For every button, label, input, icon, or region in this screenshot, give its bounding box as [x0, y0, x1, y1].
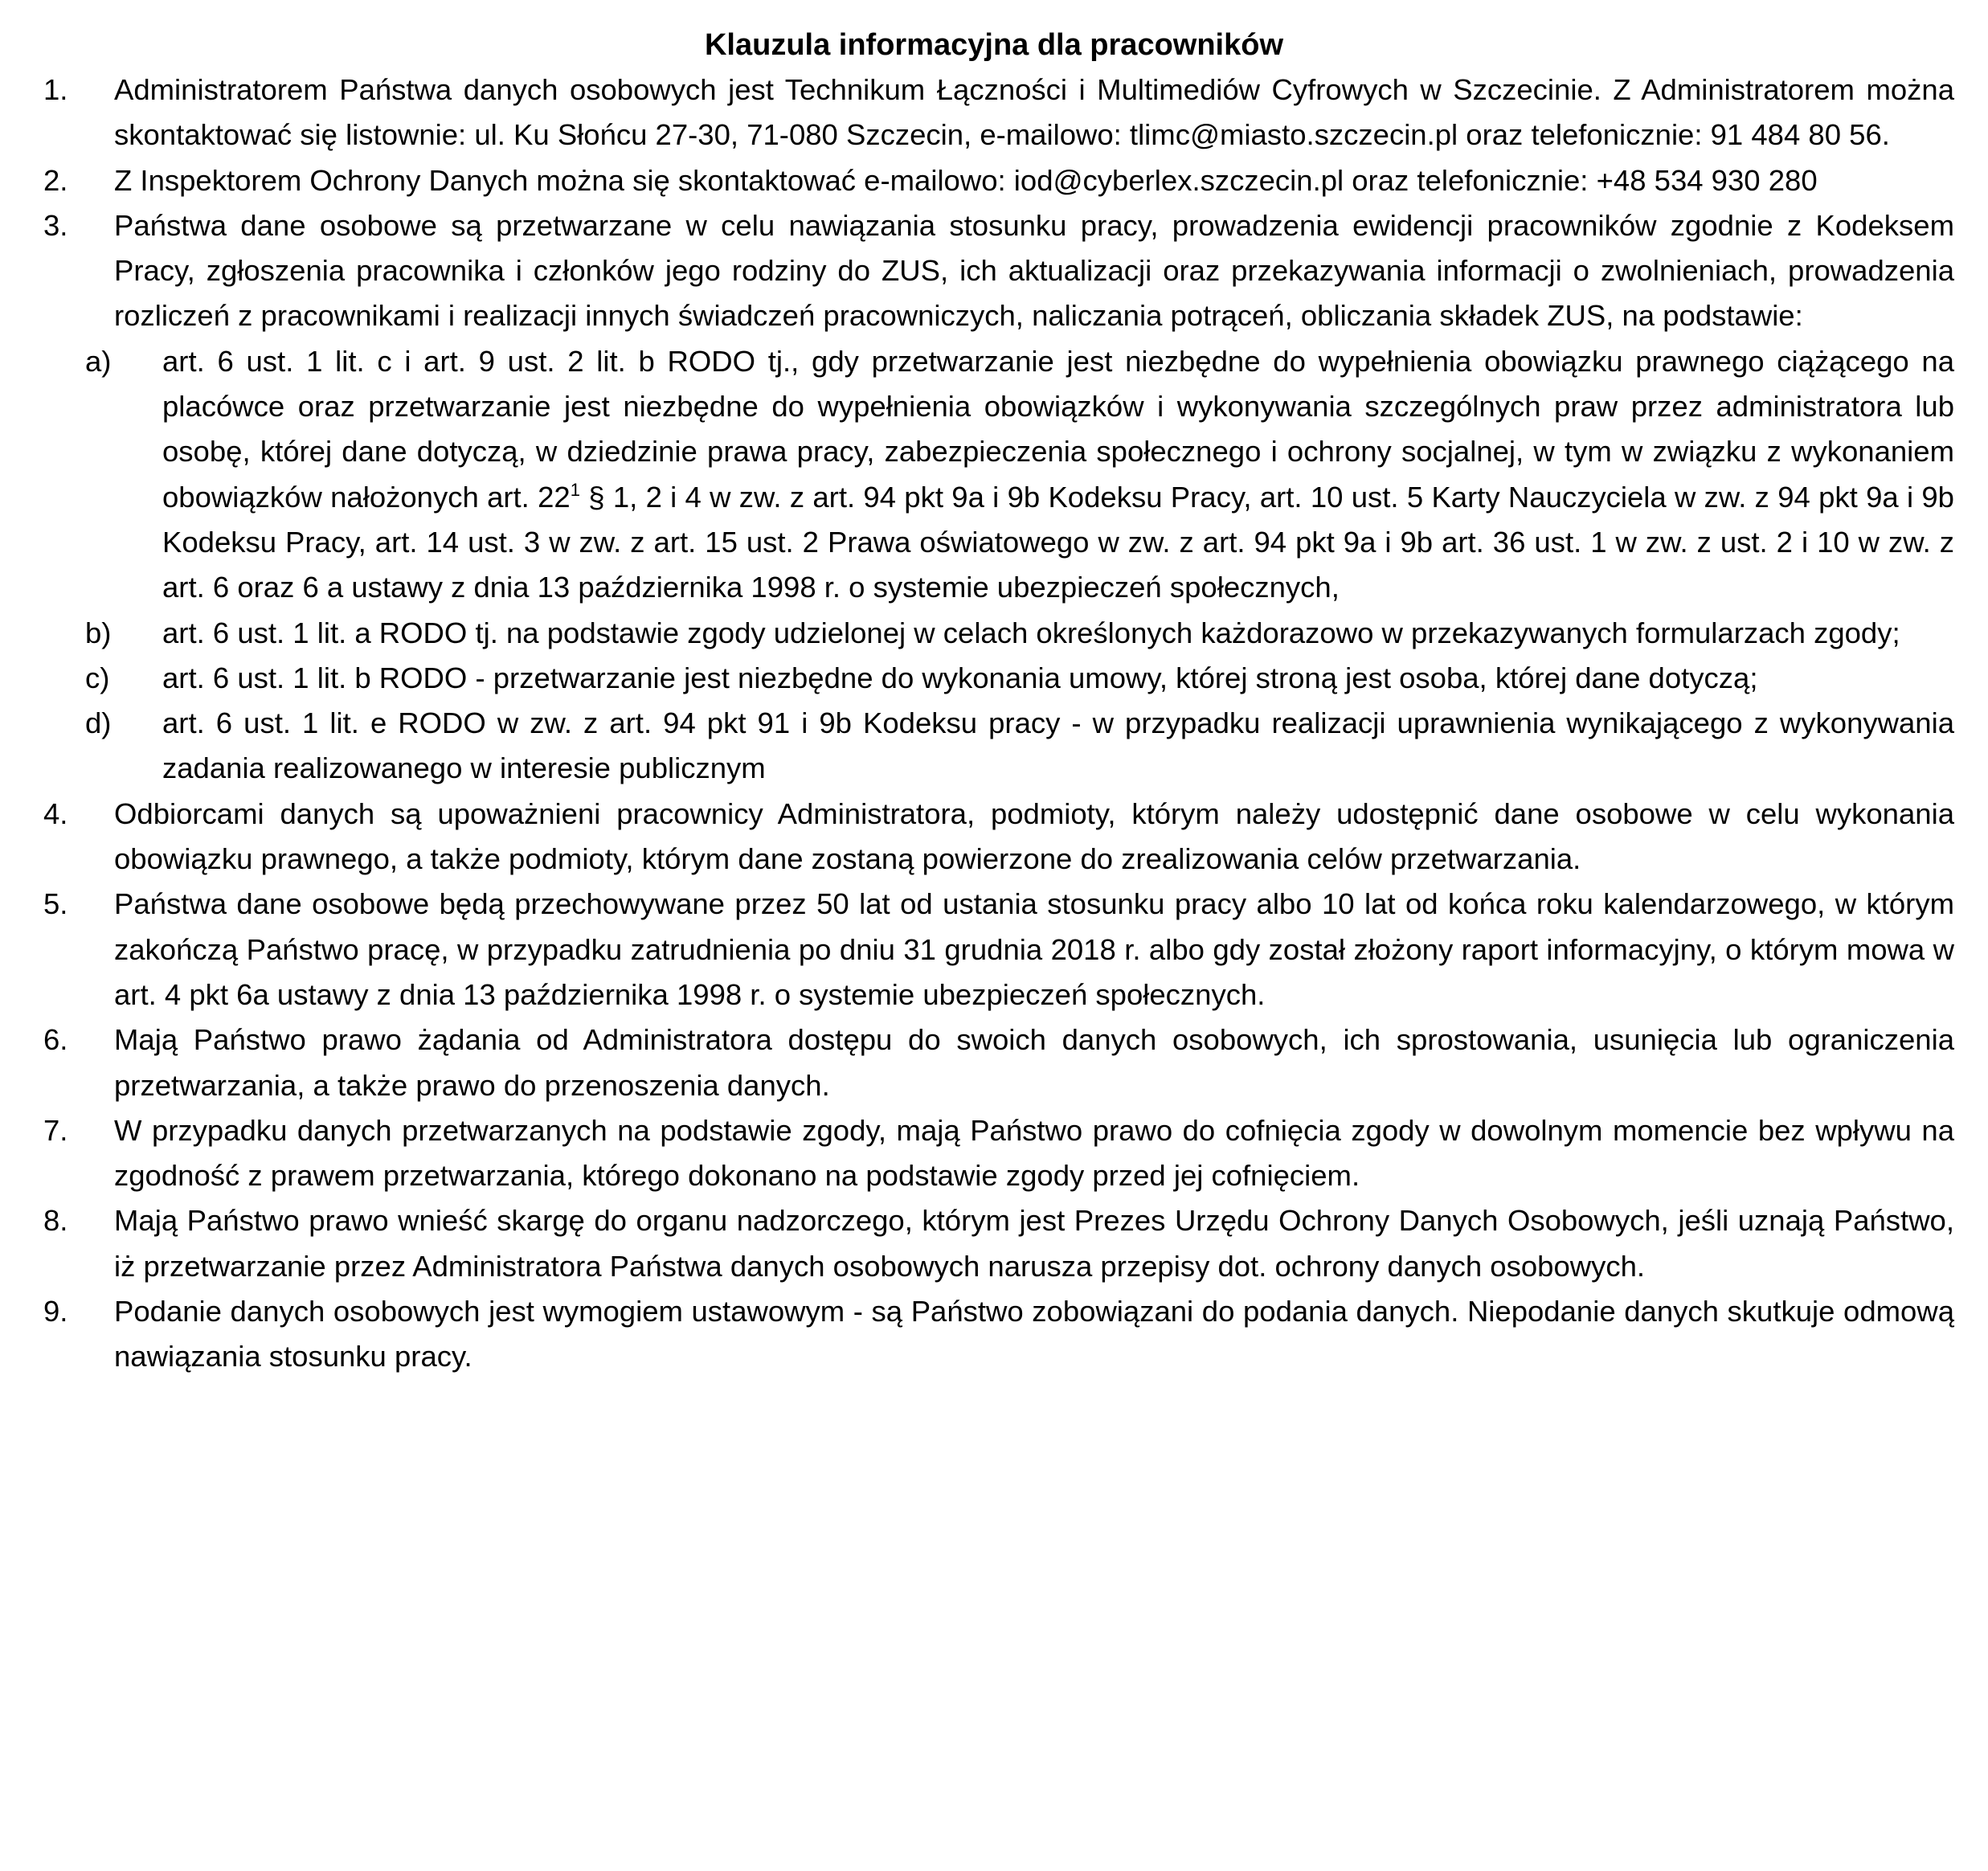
clause-text: Z Inspektorem Ochrony Danych można się skontaktować e-mailowo: iod@cyberlex.szczecin.pl oraz telefonicznie: +48 534 930 280: [114, 163, 1818, 197]
clause-item-1: [32, 68, 1954, 158]
clause-item-9: [32, 1289, 1954, 1380]
clause-text: Podanie danych osobowych jest wymogiem ustawowym - są Państwo zobowiązani do podania danych. Niepodanie danych skutkuje odmową nawiązania stosunku pracy.: [114, 1295, 1954, 1374]
clause-item-8: [32, 1198, 1954, 1289]
clause-number: 9.: [43, 1295, 68, 1329]
legal-basis-list: [85, 339, 1954, 792]
clause-number: 6.: [43, 1023, 68, 1057]
document-title: Klauzula informacyjna dla pracowników: [704, 28, 1284, 62]
clause-text: Mają Państwo prawo żądania od Administratora dostępu do swoich danych osobowych, ich sprostowania, usunięcia lub ograniczenia przetwarzania, a także prawo do przenoszenia danych.: [114, 1023, 1954, 1102]
clause-item-6: [32, 1017, 1954, 1108]
legal-basis-text-part-1: art. 6 ust. 1 lit. c i art. 9 ust. 2 lit. b RODO tj., gdy przetwarzanie jest niezbędne do wypełnienia obowiązku prawnego ciążącego na placówce oraz przetwarzanie jest niezbędne do wypełnienia obowiązków i wykonywania szczególnych praw przez administratora lub osobę, której dane dotyczą, w dziedzinie prawa pracy, zabezpieczenia społecznego i ochrony socjalnej, w tym w związku z wykonaniem obowiązków nałożonych art. 22: [162, 344, 1954, 514]
clause-item-2: [32, 158, 1954, 203]
clause-number: 2.: [43, 163, 68, 197]
clause-number: 1.: [43, 73, 68, 106]
clause-item-4: [32, 792, 1954, 882]
legal-basis-letter: b): [85, 616, 112, 649]
clause-item-3: [32, 203, 1954, 792]
clause-number: 8.: [43, 1204, 68, 1238]
clause-text: Odbiorcami danych są upoważnieni pracownicy Administratora, podmioty, którym należy udostępnić dane osobowe w celu wykonania obowiązku prawnego, a także podmioty, którym dane zostaną powierzone do zrealizowania celów przetwarzania.: [114, 796, 1954, 876]
clause-number: 7.: [43, 1113, 68, 1147]
clause-list: [32, 68, 1954, 1380]
legal-basis-text-part-2: § 1, 2 i 4 w zw. z art. 94 pkt 9a i 9b Kodeksu Pracy, art. 10 ust. 5 Karty Nauczyciela w zw. z 94 pkt 9a i 9b Kodeksu Pracy, art. 14 ust. 3 w zw. z art. 15 ust. 2 Prawa oświatowego w zw. z art. 94 pkt 9a i 9b art. 36 ust. 1 w zw. z ust. 2 i 10 w zw. z art. 6 oraz 6 a ustawy z dnia 13 października 1998 r. o systemie ubezpieczeń społecznych,: [162, 480, 1954, 604]
legal-basis-text: art. 6 ust. 1 lit. b RODO - przetwarzanie jest niezbędne do wykonania umowy, której stroną jest osoba, której dane dotyczą;: [162, 661, 1758, 694]
legal-basis-item-d: [85, 701, 1954, 792]
clause-text: W przypadku danych przetwarzanych na podstawie zgody, mają Państwo prawo do cofnięcia zgody w dowolnym momencie bez wpływu na zgodność z prawem przetwarzania, którego dokonano na podstawie zgody przed jej cofnięciem.: [114, 1113, 1954, 1193]
legal-basis-item-a: [85, 339, 1954, 611]
legal-basis-item-b: [85, 611, 1954, 656]
clause-text: Państwa dane osobowe będą przechowywane przez 50 lat od ustania stosunku pracy albo 10 lat od końca roku kalendarzowego, w którym zakończą Państwo pracę, w przypadku zatrudnienia po dniu 31 grudnia 2018 r. albo gdy został złożony raport informacyjny, o którym mowa w art. 4 pkt 6a ustawy z dnia 13 października 1998 r. o systemie ubezpieczeń społecznych.: [114, 887, 1954, 1011]
clause-number: 5.: [43, 887, 68, 921]
legal-basis-text: art. 6 ust. 1 lit. e RODO w zw. z art. 94 pkt 91 i 9b Kodeksu pracy - w przypadku realizacji uprawnienia wynikającego z wykonywania zadania realizowanego w interesie publicznym: [162, 706, 1954, 785]
clause-text: Mają Państwo prawo wnieść skargę do organu nadzorczego, którym jest Prezes Urzędu Ochrony Danych Osobowych, jeśli uznają Państwo, iż przetwarzanie przez Administratora Państwa danych osobowych narusza przepisy dot. ochrony danych osobowych.: [114, 1204, 1954, 1283]
clause-item-7: [32, 1108, 1954, 1199]
legal-basis-letter: d): [85, 706, 112, 740]
clause-text: Administratorem Państwa danych osobowych jest Technikum Łączności i Multimediów Cyfrowych w Szczecinie. Z Administratorem można skontaktować się listownie: ul. Ku Słońcu 27-30, 71-080 Szczecin, e-mailowo: tlimc@miasto.szczecin.pl oraz telefonicznie: 91 484 80 56.: [114, 73, 1954, 152]
clause-number: 3.: [43, 208, 68, 242]
clause-number: 4.: [43, 796, 68, 830]
clause-text: Państwa dane osobowe są przetwarzane w celu nawiązania stosunku pracy, prowadzenia ewidencji pracowników zgodnie z Kodeksem Pracy, zgłoszenia pracownika i członków jego rodziny do ZUS, ich aktualizacji oraz przekazywania informacji o zwolnieniach, prowadzenia rozliczeń z pracownikami i realizacji innych świadczeń pracowniczych, naliczania potrąceń, obliczania składek ZUS, na podstawie:: [114, 208, 1954, 333]
superscript-number: 1: [570, 479, 580, 500]
clause-item-5: [32, 882, 1954, 1017]
legal-basis-item-c: [85, 656, 1954, 701]
legal-basis-letter: a): [85, 344, 112, 378]
legal-basis-text: art. 6 ust. 1 lit. a RODO tj. na podstawie zgody udzielonej w celach określonych każdorazowo w przekazywanych formularzach zgody;: [162, 616, 1900, 649]
legal-basis-letter: c): [85, 661, 110, 694]
